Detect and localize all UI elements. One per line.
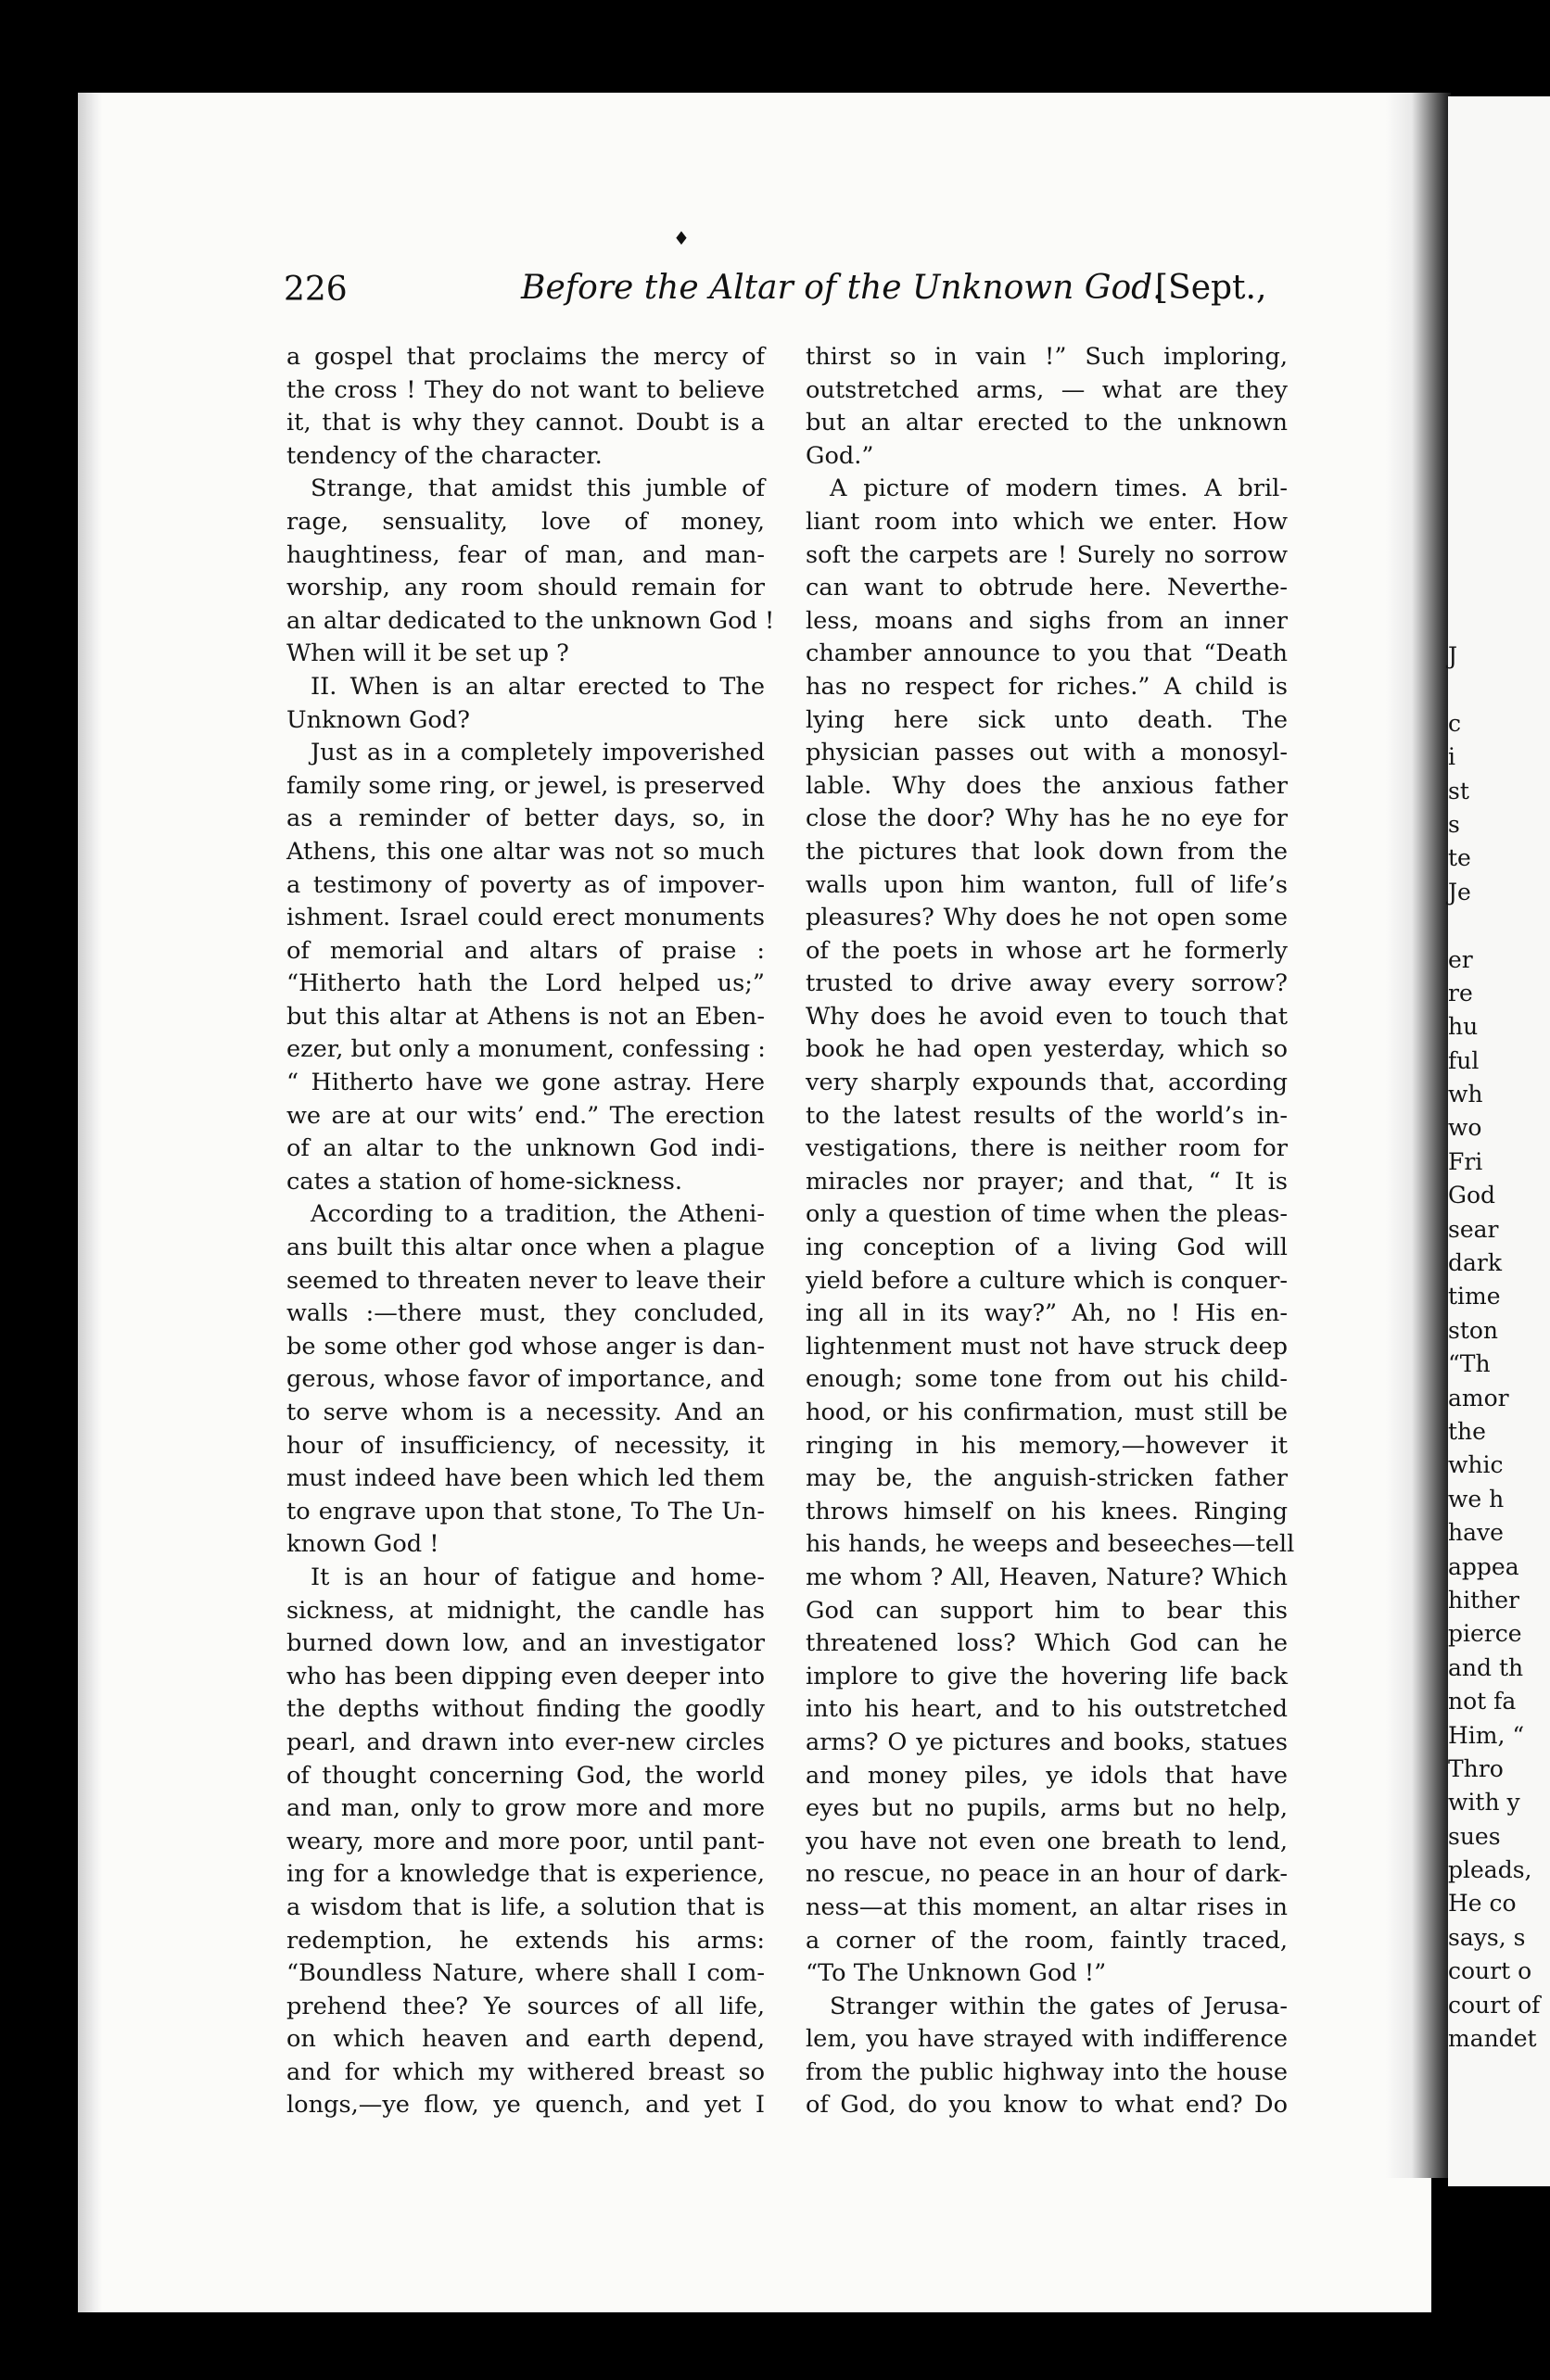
text-line: must indeed have been which led them <box>286 1464 765 1493</box>
page-fold-shadow <box>1386 93 1451 2178</box>
text-line: enough; some tone from out his child- <box>806 1365 1288 1394</box>
text-line: “To The Unknown God !” <box>806 1959 1107 1988</box>
facing-page-fragment: Thro <box>1448 1754 1504 1782</box>
facing-page-fragment: Him, “ <box>1448 1721 1525 1749</box>
facing-page-fragment: court o <box>1448 1957 1532 1985</box>
running-title: Before the Altar of the Unknown God. <box>521 269 1163 307</box>
text-line: a corner of the room, faintly traced, <box>806 1926 1288 1955</box>
text-line: Athens, this one altar was not so much <box>286 837 765 866</box>
text-line: very sharply expounds that, according <box>806 1069 1288 1097</box>
text-line: seemed to threaten never to leave their <box>286 1266 765 1295</box>
text-line: to the latest results of the world’s in- <box>806 1101 1288 1130</box>
text-line: to engrave upon that stone, To The Un- <box>286 1497 765 1525</box>
text-line: on which heaven and earth depend, <box>286 2025 765 2054</box>
text-line: Why does he avoid even to touch that <box>806 1002 1288 1031</box>
text-line: of God, do you know to what end? Do <box>806 2091 1288 2120</box>
facing-page-fragment: appea <box>1448 1552 1519 1580</box>
text-line: be some other god whose anger is dan- <box>286 1332 765 1361</box>
text-line: but this altar at Athens is not an Eben- <box>286 1002 765 1031</box>
text-line: who has been dipping even deeper into <box>286 1662 765 1690</box>
text-line: walls upon him wanton, full of life’s <box>806 870 1288 899</box>
text-line: ing conception of a living God will <box>806 1234 1288 1262</box>
facing-page-fragment: have <box>1448 1519 1504 1547</box>
facing-page-fragment: court of <box>1448 1991 1541 2019</box>
facing-page-text-fragments <box>1448 639 1550 2056</box>
text-line: it, that is why they cannot. Doubt is a <box>286 409 765 437</box>
text-line: book he had open yesterday, which so <box>806 1035 1288 1064</box>
facing-page-fragment: He co <box>1448 1890 1517 1918</box>
text-line: God can support him to bear this <box>806 1596 1288 1625</box>
facing-page-fragment: ston <box>1448 1316 1499 1344</box>
text-line: “ Hitherto have we gone astray. Here <box>286 1069 765 1097</box>
text-line: the cross ! They do not want to believe <box>286 375 765 404</box>
text-line: II. When is an altar erected to The <box>311 672 765 701</box>
facing-page-fragment: time <box>1448 1283 1501 1310</box>
text-line: walls :—there must, they concluded, <box>286 1299 765 1328</box>
text-line: a gospel that proclaims the mercy of <box>286 343 765 371</box>
text-line: A picture of modern times. A bril- <box>830 475 1288 503</box>
page-number: 226 <box>284 271 348 309</box>
text-line: hour of insufficiency, of necessity, it <box>286 1431 765 1460</box>
text-line: family some ring, or jewel, is preserved <box>286 771 765 800</box>
facing-page-fragment: whic <box>1448 1451 1504 1479</box>
facing-page-fragment: dark <box>1448 1249 1503 1277</box>
text-line: less, moans and sighs from an inner <box>806 606 1288 635</box>
text-line: rage, sensuality, love of money, <box>286 507 765 536</box>
facing-page-fragment: s <box>1448 810 1460 838</box>
facing-page-fragment: Je <box>1448 878 1471 905</box>
header-ornament: ♦ <box>673 227 690 249</box>
text-line: eyes but no pupils, arms but no help, <box>806 1794 1288 1823</box>
text-line: me whom ? All, Heaven, Nature? Which <box>806 1563 1288 1591</box>
text-line: ans built this altar once when a plague <box>286 1234 765 1262</box>
text-line: Strange, that amidst this jumble of <box>311 475 765 503</box>
text-line: tendency of the character. <box>286 441 603 470</box>
text-line: can want to obtrude here. Neverthe- <box>806 574 1288 602</box>
text-line: lying here sick unto death. The <box>806 705 1288 734</box>
text-line: ing all in its way?” Ah, no ! His en- <box>806 1299 1288 1328</box>
facing-page-fragment: pleads, <box>1448 1856 1532 1884</box>
text-line: Unknown God? <box>286 705 470 734</box>
text-line: lightenment must not have struck deep <box>806 1332 1288 1361</box>
text-line: chamber announce to you that “Death <box>806 639 1288 668</box>
text-line: from the public highway into the house <box>806 2057 1288 2086</box>
facing-page-fragment: ful <box>1448 1046 1480 1074</box>
text-line: a testimony of poverty as of impover- <box>286 870 765 899</box>
text-line: and for which my withered breast so <box>286 2057 765 2086</box>
text-line: gerous, whose favor of importance, and <box>286 1365 765 1394</box>
facing-page-fragment: hither <box>1448 1586 1519 1614</box>
facing-page-fragment <box>1448 909 1550 943</box>
facing-page-fragment <box>1448 673 1550 706</box>
text-line: pleasures? Why does he not open some <box>806 904 1288 932</box>
text-line: outstretched arms, — what are they <box>806 375 1288 404</box>
text-line: arms? O ye pictures and books, statues <box>806 1728 1288 1756</box>
facing-page-fragment: the <box>1448 1417 1486 1445</box>
text-line: God.” <box>806 441 874 470</box>
facing-page-fragment: pierce <box>1448 1620 1522 1648</box>
page-gutter-edge <box>78 93 102 2312</box>
text-line: When will it be set up ? <box>286 639 569 668</box>
text-line: soft the carpets are ! Surely no sorrow <box>806 540 1288 569</box>
text-line: redemption, he extends his arms: <box>286 1926 765 1955</box>
facing-page-fragment: wo <box>1448 1114 1482 1142</box>
facing-page-fragment: we h <box>1448 1485 1505 1513</box>
text-line: ishment. Israel could erect monuments <box>286 904 765 932</box>
text-line: weary, more and more poor, until pant- <box>286 1827 765 1855</box>
text-line: lable. Why does the anxious father <box>806 771 1288 800</box>
facing-page-fragment: sues <box>1448 1822 1501 1850</box>
facing-page-fragment: sear <box>1448 1215 1499 1243</box>
facing-page-fragment: re <box>1448 979 1473 1006</box>
text-line: cates a station of home-sickness. <box>286 1167 683 1196</box>
text-line: “Boundless Nature, where shall I com- <box>286 1959 765 1988</box>
text-line: we are at our wits’ end.” The erection <box>286 1101 765 1130</box>
text-line: throws himself on his knees. Ringing <box>806 1497 1288 1525</box>
text-line: Stranger within the gates of Jerusa- <box>830 1992 1288 2020</box>
text-line: trusted to drive away every sorrow? <box>806 969 1288 998</box>
text-line: sickness, at midnight, the candle has <box>286 1596 765 1625</box>
text-line: has no respect for riches.” A child is <box>806 672 1288 701</box>
facing-page-fragment: wh <box>1448 1081 1483 1108</box>
text-line: burned down low, and an investigator <box>286 1629 765 1658</box>
text-line: worship, any room should remain for <box>286 574 765 602</box>
text-line: his hands, he weeps and beseeches—tell <box>806 1530 1295 1559</box>
text-line: vestigations, there is neither room for <box>806 1134 1288 1163</box>
text-line: of an altar to the unknown God indi- <box>286 1134 765 1163</box>
text-line: ezer, but only a monument, confessing : <box>286 1035 766 1064</box>
text-line: no rescue, no peace in an hour of dark- <box>806 1860 1288 1889</box>
text-line: but an altar erected to the unknown <box>806 409 1288 437</box>
facing-page-fragment: not fa <box>1448 1688 1517 1715</box>
text-line: thirst so in vain !” Such imploring, <box>806 343 1288 371</box>
text-line: close the door? Why has he no eye for <box>806 804 1288 833</box>
running-header <box>284 265 1290 321</box>
right-text-column <box>806 341 1295 2122</box>
text-line: ringing in his memory,—however it <box>806 1431 1288 1460</box>
text-line: and man, only to grow more and more <box>286 1794 765 1823</box>
text-line: of thought concerning God, the world <box>286 1761 765 1790</box>
text-line: It is an hour of fatigue and home- <box>311 1563 765 1591</box>
text-line: you have not even one breath to lend, <box>806 1827 1288 1855</box>
text-line: prehend thee? Ye sources of all life, <box>286 1992 765 2020</box>
text-line: may be, the anguish-stricken father <box>806 1464 1288 1493</box>
text-line: haughtiness, fear of man, and man- <box>286 540 765 569</box>
text-line: known God ! <box>286 1530 439 1559</box>
facing-page-fragment: with y <box>1448 1789 1520 1817</box>
text-line: Just as in a completely impoverished <box>311 739 765 767</box>
text-line: implore to give the hovering life back <box>806 1662 1288 1690</box>
text-line: to serve whom is a necessity. And an <box>286 1399 765 1426</box>
facing-page-fragment: mandet <box>1448 2025 1537 2053</box>
text-line: pearl, and drawn into ever-new circles <box>286 1728 765 1756</box>
text-line: a wisdom that is life, a solution that is <box>286 1893 765 1921</box>
text-line: yield before a culture which is conquer- <box>806 1266 1288 1295</box>
facing-page-fragment: “Th <box>1448 1350 1491 1378</box>
text-line: only a question of time when the pleas- <box>806 1200 1288 1229</box>
text-line: the pictures that look down from the <box>806 837 1288 866</box>
text-line: lem, you have strayed with indifference <box>806 2025 1288 2054</box>
facing-page-fragment: i <box>1448 743 1455 771</box>
facing-page-fragment: and th <box>1448 1653 1524 1681</box>
facing-page-fragment: st <box>1448 777 1469 804</box>
text-line: as a reminder of better days, so, in <box>286 804 765 833</box>
text-line: into his heart, and to his outstretched <box>806 1695 1288 1724</box>
text-line: ness—at this moment, an altar rises in <box>806 1893 1288 1921</box>
facing-page-fragment: J <box>1448 642 1458 669</box>
text-line: and money piles, ye idols that have <box>806 1761 1288 1790</box>
left-text-column <box>286 341 775 2122</box>
facing-page-fragment: c <box>1448 709 1462 737</box>
facing-page-fragment: Fri <box>1448 1147 1483 1175</box>
facing-page-fragment: says, s <box>1448 1923 1526 1951</box>
text-line: hood, or his confirmation, must still be <box>806 1399 1288 1426</box>
text-line: of memorial and altars of praise : <box>286 936 765 965</box>
facing-page-fragment: amor <box>1448 1384 1509 1412</box>
text-line: an altar dedicated to the unknown God ! <box>286 606 775 635</box>
facing-page-fragment: hu <box>1448 1013 1479 1041</box>
text-line: threatened loss? Which God can he <box>806 1629 1288 1658</box>
text-line: According to a tradition, the Atheni- <box>311 1200 765 1229</box>
text-line: the depths without finding the goodly <box>286 1695 765 1724</box>
text-line: physician passes out with a monosyl- <box>806 739 1288 767</box>
text-line: of the poets in whose art he formerly <box>806 936 1288 965</box>
facing-page-fragment: er <box>1448 945 1473 973</box>
text-line: longs,—ye flow, ye quench, and yet I <box>286 2091 765 2120</box>
text-line: liant room into which we enter. How <box>806 507 1288 536</box>
text-line: miracles nor prayer; and that, “ It is <box>806 1167 1288 1196</box>
facing-page-fragment: te <box>1448 844 1471 872</box>
section-tag: [Sept., <box>1155 269 1267 307</box>
text-line: “Hitherto hath the Lord helped us;” <box>286 969 765 998</box>
facing-page-fragment: God <box>1448 1182 1496 1209</box>
text-line: ing for a knowledge that is experience, <box>286 1860 765 1889</box>
